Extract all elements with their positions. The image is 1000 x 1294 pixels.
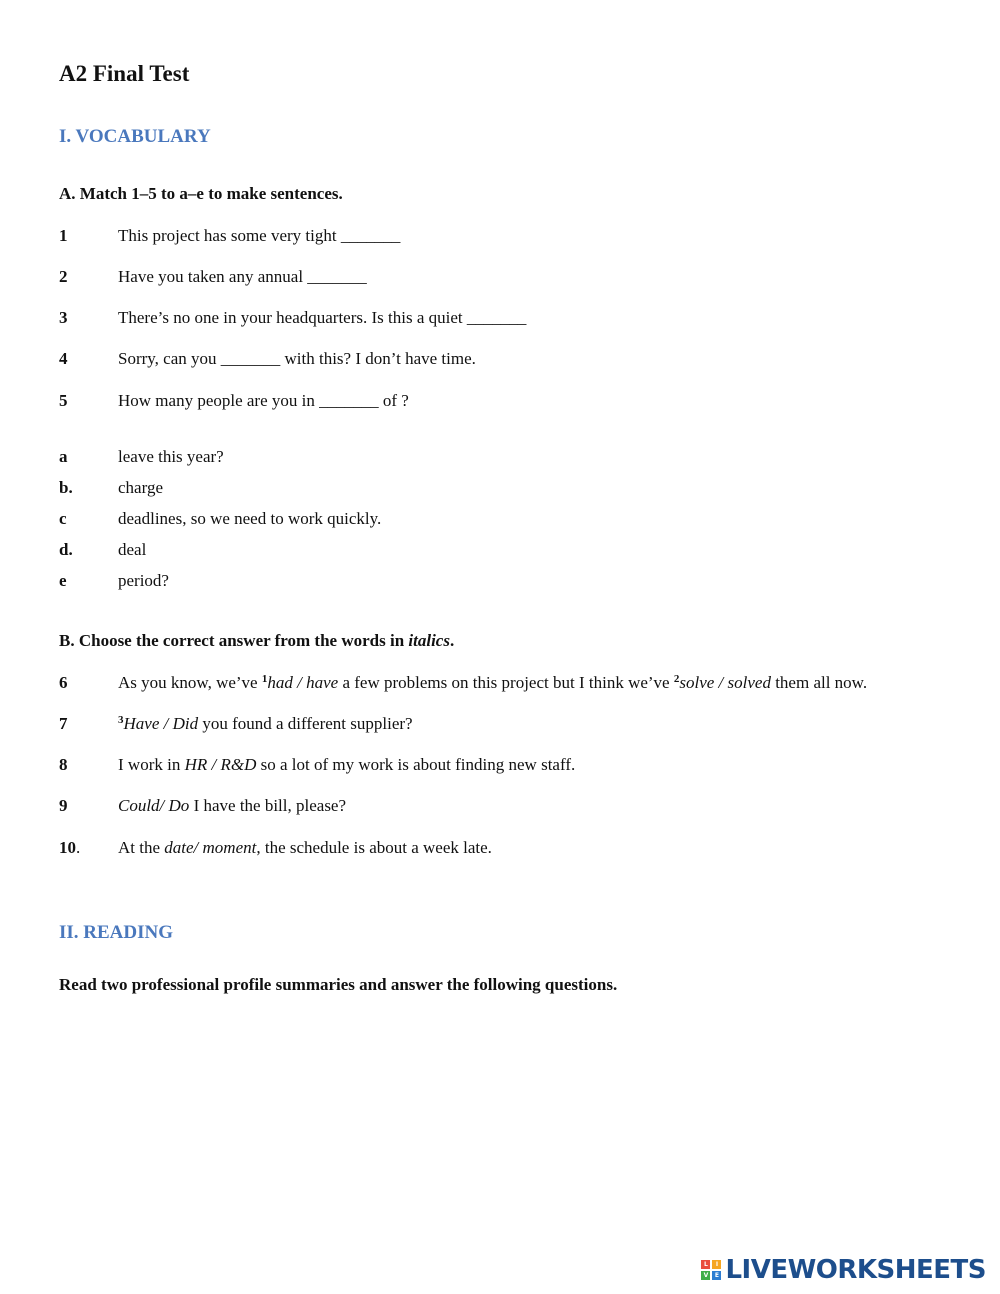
instruction-part-b (59, 630, 454, 652)
page-title: A2 Final Test (59, 61, 190, 86)
answer-choice: Have / Did (123, 714, 199, 733)
item-number: 5 (59, 391, 68, 410)
question-number-value: 10 (59, 838, 76, 857)
question-text: As you know, we’ve (118, 673, 262, 692)
option-text: deadlines, so we need to work quickly. (118, 509, 382, 528)
option-letter: e (59, 571, 67, 590)
answer-choice: had / have (267, 673, 339, 692)
option-letter: a (59, 447, 68, 466)
answer-choice: HR / R&D (184, 755, 257, 774)
logo-block: I (712, 1260, 721, 1269)
option-text: charge (118, 478, 163, 497)
question-text: At the (118, 838, 165, 857)
instruction-part-b-italic: italics (408, 631, 450, 650)
instruction-reading: Read two professional profile summaries and answer the following questions. (59, 975, 618, 994)
item-text: Sorry, can you _______ with this? I don’t have time. (118, 349, 476, 368)
item-text: There’s no one in your headquarters. Is this a quiet _______ (118, 308, 527, 327)
question-number: 6 (59, 673, 68, 692)
question-number (59, 837, 80, 859)
question-text: so a lot of my work is about finding new staff. (256, 755, 576, 774)
logo-block: L (701, 1260, 710, 1269)
option-letter: b. (59, 478, 73, 497)
gap-number: 1 (261, 673, 268, 685)
option-letter: d. (59, 540, 73, 559)
option-text: deal (118, 540, 147, 559)
gap-number: 2 (673, 673, 680, 685)
logo-icon (701, 1260, 721, 1280)
gap-number: 3 (118, 714, 124, 726)
item-number: 3 (59, 308, 68, 327)
item-text: Have you taken any annual _______ (118, 267, 367, 286)
section-heading-reading: II. READING (59, 922, 174, 943)
item-number: 2 (59, 267, 68, 286)
logo-block: E (712, 1271, 721, 1280)
section-heading-vocabulary: I. VOCABULARY (59, 126, 211, 147)
question-6 (118, 672, 867, 694)
question-text: them all now. (770, 673, 868, 692)
question-number: 7 (59, 714, 68, 733)
item-number: 4 (59, 349, 68, 368)
question-text: I have the bill, please? (189, 796, 347, 815)
item-text: How many people are you in _______ of ? (118, 391, 409, 410)
item-text: This project has some very tight _______ (118, 226, 401, 245)
instruction-part-b-text: B. Choose the correct answer from the words in (59, 631, 409, 650)
question-7 (118, 713, 413, 735)
question-text: you found a different supplier? (198, 714, 413, 733)
question-number: 9 (59, 796, 68, 815)
instruction-part-b-end: . (449, 631, 455, 650)
question-text: I work in (118, 755, 185, 774)
question-9 (118, 795, 346, 817)
option-text: leave this year? (118, 447, 224, 466)
liveworksheets-logo[interactable] (701, 1255, 986, 1285)
item-number: 1 (59, 226, 68, 245)
instruction-part-a: A. Match 1–5 to a–e to make sentences. (59, 184, 343, 203)
question-text: , the schedule is about a week late. (256, 838, 492, 857)
logo-block: V (701, 1271, 710, 1280)
option-text: period? (118, 571, 169, 590)
question-number-dot: . (76, 838, 81, 857)
question-text: a few problems on this project but I think we’ve (338, 673, 674, 692)
question-number: 8 (59, 755, 68, 774)
answer-choice: date/ moment (164, 838, 257, 857)
answer-choice: Could/ Do (118, 796, 190, 815)
answer-choice: solve / solved (679, 673, 771, 692)
logo-text: LIVEWORKSHEETS (725, 1255, 986, 1285)
option-letter: c (59, 509, 67, 528)
question-8 (118, 754, 575, 776)
question-10 (118, 837, 492, 859)
